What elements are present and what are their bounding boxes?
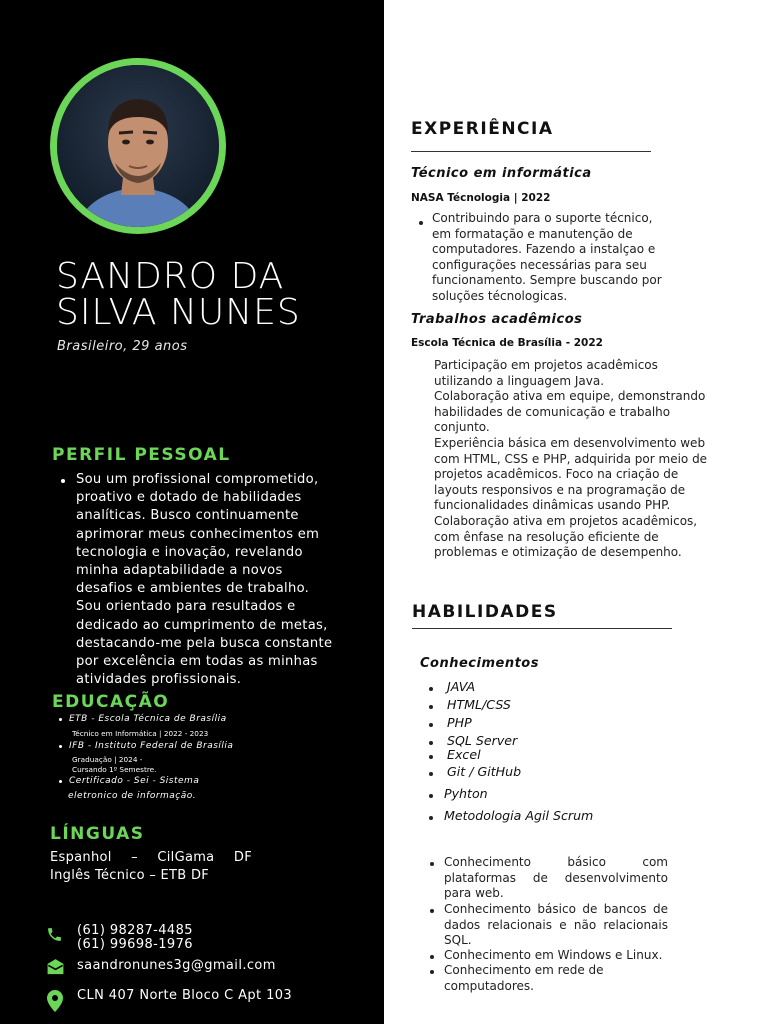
job-paragraph: Colaboração ativa em projetos acadêmicos, com ênfase na resolução eficiente de problemas e otimização de desempenho. xyxy=(434,513,698,560)
education-item-detail: Cursando 1º Semestre. xyxy=(72,765,157,774)
languages-heading: LÍNGUAS xyxy=(50,824,145,844)
education-item-title: Certificado - Sei - Sistema xyxy=(69,776,200,786)
divider xyxy=(411,151,651,152)
skill-extra: Conhecimento em rede de computadores. xyxy=(444,963,604,993)
skill-extra: Conhecimento básico com plataformas de desenvolvimento para web. xyxy=(444,855,668,901)
profile-heading: PERFIL PESSOAL xyxy=(52,445,231,465)
skill-extra: Conhecimento em Windows e Linux. xyxy=(444,948,663,962)
phone-icon xyxy=(46,925,63,948)
skill-item: Pyhton xyxy=(444,786,488,801)
bullet-icon xyxy=(419,221,423,225)
skill-item: PHP xyxy=(447,715,472,730)
education-item-detail: Técnico em Informática | 2022 - 2023 xyxy=(72,729,209,738)
job-title: Técnico em informática xyxy=(411,166,592,181)
phone-number-2: (61) 99698-1976 xyxy=(77,937,193,952)
bullet-icon xyxy=(429,755,433,759)
street-address: CLN 407 Norte Bloco C Apt 103 xyxy=(77,988,293,1003)
skills-heading: HABILIDADES xyxy=(412,602,558,622)
divider xyxy=(412,628,672,629)
job-description xyxy=(434,358,714,561)
bullet-icon xyxy=(430,909,434,913)
bullet-icon xyxy=(59,780,62,783)
bullet-icon xyxy=(59,745,62,748)
phone-number-1: (61) 98287-4485 xyxy=(77,923,193,938)
skill-extra: Conhecimento básico de bancos de dados relacionais e não relacionais SQL. xyxy=(444,902,668,948)
skill-item: SQL Server xyxy=(447,733,518,748)
name-line-2: SILVA NUNES xyxy=(56,292,301,333)
bullet-icon xyxy=(61,479,65,483)
bullet-icon xyxy=(429,741,433,745)
education-item-detail: Graduação | 2024 - xyxy=(72,755,143,764)
bullet-icon xyxy=(429,723,433,727)
job-description: Contribuindo para o suporte técnico, em formatação e manutenção de computadores. Fazendo a instalçao e configurações necessárias para seu funcionamento. Sempre buscando por soluções técnologicas. xyxy=(432,211,662,303)
education-item-title: IFB - Instituto Federal de Brasília xyxy=(69,741,234,751)
experience-heading: EXPERIÊNCIA xyxy=(411,119,554,139)
job-title: Trabalhos acadêmicos xyxy=(411,312,583,327)
skill-item: Git / GitHub xyxy=(447,764,522,779)
map-pin-icon xyxy=(47,990,63,1016)
bullet-icon xyxy=(429,705,433,709)
skill-item: HTML/CSS xyxy=(447,697,511,712)
envelope-icon xyxy=(46,959,65,979)
profile-text: Sou um profissional comprometido, proativo e dotado de habilidades analíticas. Busco continuamente aprimorar meus conhecimentos em tecnologia e inovação, revelando minha adaptabilidade a novos desafios e ambientes de trabalho. Sou orientado para resultados e dedicado ao cumprimento de metas, destacando-me pela busca constante por excelência em todas as minhas atividades profissionais. xyxy=(76,472,333,688)
bullet-icon xyxy=(429,687,433,691)
bullet-icon xyxy=(430,955,434,959)
job-paragraph: Colaboração ativa em equipe, demonstrando habilidades de comunicação e trabalho conjunto. xyxy=(434,389,706,435)
job-company: NASA Técnologia | 2022 xyxy=(411,192,551,204)
skill-item: Excel xyxy=(447,747,481,762)
education-item-detail: eletronico de informação. xyxy=(68,791,197,801)
portrait-image xyxy=(57,65,219,227)
skill-item: JAVA xyxy=(447,679,476,694)
bullet-icon xyxy=(429,794,433,798)
bullet-icon xyxy=(429,772,433,776)
job-paragraph: Experiência básica em desenvolvimento web com HTML, CSS e PHP, adquirida por meio de projetos acadêmicos. Foco na criação de layouts responsivos e na programação de funcionalidades dinâmicas usando PHP. xyxy=(434,435,708,513)
language-spanish: Espanhol – CilGama DF xyxy=(50,850,252,865)
skill-item: Metodologia Agil Scrum xyxy=(444,808,594,823)
bullet-icon xyxy=(430,970,434,974)
job-paragraph: Participação em projetos acadêmicos utilizando a linguagem Java. xyxy=(434,358,658,388)
skills-subheading: Conhecimentos xyxy=(420,656,539,671)
name-line-1: SANDRO DA xyxy=(56,256,285,297)
bullet-icon xyxy=(429,816,433,820)
bullet-icon xyxy=(59,718,62,721)
bullet-icon xyxy=(430,862,434,866)
subtitle: Brasileiro, 29 anos xyxy=(57,339,188,354)
avatar xyxy=(57,65,219,227)
profile-photo xyxy=(50,58,226,234)
education-heading: EDUCAÇÃO xyxy=(52,692,170,712)
job-company: Escola Técnica de Brasília - 2022 xyxy=(411,337,603,349)
education-item-title: ETB - Escola Técnica de Brasília xyxy=(69,714,227,724)
email-address: saandronunes3g@gmail.com xyxy=(77,958,276,973)
language-english: Inglês Técnico – ETB DF xyxy=(50,868,210,883)
